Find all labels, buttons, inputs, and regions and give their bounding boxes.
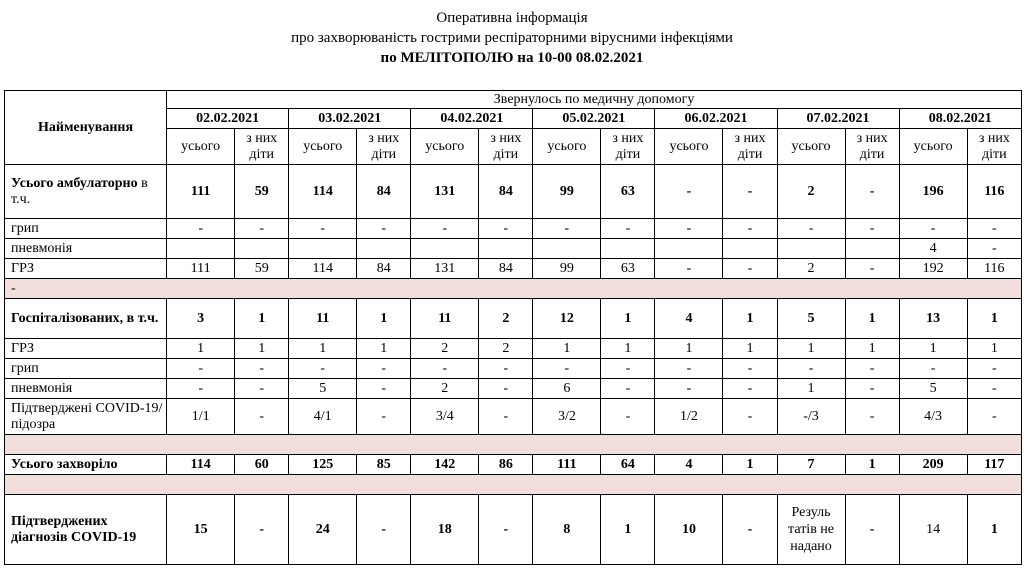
table-row: [5, 299, 1022, 339]
date-header: 02.02.2021: [167, 109, 289, 129]
table-cell: 1: [967, 495, 1021, 565]
subheader-total: усього: [533, 129, 601, 165]
subheader-children: з них діти: [601, 129, 655, 165]
table-row: [5, 359, 1022, 379]
group-header: Звернулось по медичну допомогу: [167, 91, 1022, 109]
table-cell: -: [967, 239, 1021, 259]
table-cell: -: [655, 219, 723, 239]
table-cell: 1: [235, 339, 289, 359]
row-name: [5, 239, 167, 259]
table-cell: -: [845, 259, 899, 279]
subheader-total: усього: [899, 129, 967, 165]
table-cell: -: [479, 359, 533, 379]
subheader-children: з них діти: [235, 129, 289, 165]
table-row: [5, 399, 1022, 435]
title-line-1: Оперативна інформація: [436, 10, 588, 26]
table-cell: 1: [967, 339, 1021, 359]
table-cell: -: [845, 399, 899, 435]
table-cell: 85: [357, 455, 411, 475]
table-cell: -: [235, 359, 289, 379]
date-header: 03.02.2021: [289, 109, 411, 129]
table-cell: -: [723, 399, 777, 435]
table-cell: 4/1: [289, 399, 357, 435]
row-name-label: Усього амбулаторно: [11, 175, 138, 191]
table-cell: 63: [601, 259, 655, 279]
table-cell: -: [967, 219, 1021, 239]
table-cell: 4: [655, 455, 723, 475]
table-cell: 2: [777, 259, 845, 279]
table-cell: 63: [601, 165, 655, 219]
subheader-children: з них діти: [845, 129, 899, 165]
table-cell: -: [723, 359, 777, 379]
date-header: 05.02.2021: [533, 109, 655, 129]
table-cell: 131: [411, 165, 479, 219]
table-cell: -: [845, 165, 899, 219]
subheader-children: з них діти: [723, 129, 777, 165]
table-cell: 131: [411, 259, 479, 279]
table-cell: -: [601, 399, 655, 435]
table-cell: 1: [601, 495, 655, 565]
table-cell: 4/3: [899, 399, 967, 435]
table-cell: -: [777, 359, 845, 379]
subheader-total: усього: [289, 129, 357, 165]
table-cell: 84: [357, 259, 411, 279]
table-cell: 111: [167, 165, 235, 219]
table-cell: 11: [289, 299, 357, 339]
table-cell: 1: [723, 455, 777, 475]
table-cell: [533, 239, 601, 259]
table-row: [5, 259, 1022, 279]
table-cell: 84: [479, 165, 533, 219]
row-name-label: грип: [11, 220, 39, 236]
table-cell: -: [967, 399, 1021, 435]
subheader-children: з них діти: [967, 129, 1021, 165]
table-cell: 209: [899, 455, 967, 475]
row-name: [5, 339, 167, 359]
table-cell: 111: [533, 455, 601, 475]
row-name-label: -: [11, 280, 16, 296]
table-cell: 1: [845, 455, 899, 475]
table-cell: [777, 239, 845, 259]
table-cell: 1/2: [655, 399, 723, 435]
table-cell: 64: [601, 455, 655, 475]
table-cell: -: [655, 359, 723, 379]
table-cell: -: [723, 379, 777, 399]
report-title: [0, 0, 1024, 68]
table-cell: [655, 239, 723, 259]
table-cell: 99: [533, 165, 601, 219]
table-cell: -: [845, 495, 899, 565]
table-cell: -: [167, 379, 235, 399]
table-cell: -: [479, 399, 533, 435]
table-cell: 5: [899, 379, 967, 399]
date-header: 08.02.2021: [899, 109, 1021, 129]
row-name-label: пневмонія: [11, 240, 73, 256]
subheader-total: усього: [167, 129, 235, 165]
title-line-2: про захворюваність гострими респіраторними вірусними інфекціями: [291, 30, 733, 46]
table-cell: 24: [289, 495, 357, 565]
row-name-label: грип: [11, 360, 39, 376]
table-cell: -: [357, 359, 411, 379]
table-cell: -: [357, 219, 411, 239]
subheader-total: усього: [411, 129, 479, 165]
row-name: [5, 379, 167, 399]
row-name-label: Підтверджених діагнозів COVID-19: [11, 513, 137, 545]
column-header-name: Найменування: [5, 91, 167, 165]
table-cell: 1: [289, 339, 357, 359]
table-cell: [845, 239, 899, 259]
table-cell: 99: [533, 259, 601, 279]
table-cell: 5: [777, 299, 845, 339]
table-cell: -: [479, 495, 533, 565]
table-cell: 192: [899, 259, 967, 279]
table-cell: 2: [411, 379, 479, 399]
table-cell: 13: [899, 299, 967, 339]
table-cell: -: [723, 165, 777, 219]
table-cell: 84: [479, 259, 533, 279]
table-cell: -: [235, 495, 289, 565]
row-name: [5, 259, 167, 279]
table-cell: 1: [777, 339, 845, 359]
row-name-label: ГРЗ: [11, 260, 35, 276]
table-cell: 7: [777, 455, 845, 475]
table-row: [5, 239, 1022, 259]
table-cell: -: [167, 359, 235, 379]
table-cell: 4: [899, 239, 967, 259]
table-cell: -: [235, 219, 289, 239]
table-cell: -: [357, 495, 411, 565]
table-cell: 8: [533, 495, 601, 565]
table-cell: -: [601, 219, 655, 239]
subheader-children: з них діти: [357, 129, 411, 165]
table-cell: 117: [967, 455, 1021, 475]
table-cell: -: [899, 219, 967, 239]
table-cell: [235, 239, 289, 259]
table-cell: 59: [235, 165, 289, 219]
table-cell: -: [655, 165, 723, 219]
table-row: [5, 435, 1022, 455]
row-name: [5, 219, 167, 239]
table-cell: 125: [289, 455, 357, 475]
row-name-label: ГРЗ: [11, 340, 35, 356]
table-cell: 114: [289, 259, 357, 279]
table-cell: 6: [533, 379, 601, 399]
table-cell: 11: [411, 299, 479, 339]
table-cell: -: [601, 379, 655, 399]
table-row: [5, 279, 1022, 299]
table-cell: 111: [167, 259, 235, 279]
table-cell: [167, 239, 235, 259]
table-cell: 1: [533, 339, 601, 359]
table-cell: 114: [167, 455, 235, 475]
table-cell: [289, 239, 357, 259]
date-header: 06.02.2021: [655, 109, 777, 129]
table-cell: 1: [845, 299, 899, 339]
table-cell: 2: [411, 339, 479, 359]
table-cell: 116: [967, 165, 1021, 219]
table-row: [5, 455, 1022, 475]
table-cell: -: [533, 219, 601, 239]
table-cell: 1: [655, 339, 723, 359]
table-row: [5, 495, 1022, 565]
table-cell: 3/2: [533, 399, 601, 435]
table-cell: 1: [601, 299, 655, 339]
table-cell: 14: [899, 495, 967, 565]
table-cell: -: [167, 219, 235, 239]
row-name: [5, 279, 1022, 299]
table-cell: 1: [899, 339, 967, 359]
subheader-total: усього: [777, 129, 845, 165]
report-table: [4, 90, 1022, 565]
table-cell: -/3: [777, 399, 845, 435]
table-cell: -: [899, 359, 967, 379]
table-cell: -: [235, 399, 289, 435]
table-cell: -: [967, 379, 1021, 399]
date-header: 07.02.2021: [777, 109, 899, 129]
row-name: [5, 299, 167, 339]
table-cell: 12: [533, 299, 601, 339]
table-cell: -: [777, 219, 845, 239]
row-name: [5, 359, 167, 379]
row-name-label: пневмонія: [11, 380, 73, 396]
table-cell: 15: [167, 495, 235, 565]
table-cell: 2: [479, 299, 533, 339]
table-cell: 10: [655, 495, 723, 565]
table-cell: -: [655, 259, 723, 279]
table-cell: 1: [235, 299, 289, 339]
title-line-3: по МЕЛІТОПОЛЮ на 10-00 08.02.2021: [380, 50, 644, 66]
table-cell: [357, 239, 411, 259]
table-cell: 1: [357, 299, 411, 339]
table-cell: -: [723, 495, 777, 565]
table-cell: -: [479, 379, 533, 399]
table-cell: 3/4: [411, 399, 479, 435]
table-cell: [601, 239, 655, 259]
table-cell: -: [967, 359, 1021, 379]
table-cell: -: [723, 259, 777, 279]
table-row: [5, 475, 1022, 495]
table-row: [5, 379, 1022, 399]
table-cell: 1/1: [167, 399, 235, 435]
table-cell: 114: [289, 165, 357, 219]
table-cell: 1: [845, 339, 899, 359]
table-cell: 18: [411, 495, 479, 565]
table-cell: -: [479, 219, 533, 239]
row-name: [5, 399, 167, 435]
table-cell: -: [289, 219, 357, 239]
table-cell: 86: [479, 455, 533, 475]
table-cell: 1: [723, 299, 777, 339]
table-cell: 196: [899, 165, 967, 219]
table-cell: 1: [967, 299, 1021, 339]
table-cell: -: [845, 219, 899, 239]
table-row: [5, 339, 1022, 359]
table-cell: 2: [777, 165, 845, 219]
row-name: [5, 455, 167, 475]
table-cell: -: [655, 379, 723, 399]
table-row: [5, 165, 1022, 219]
row-name-suffix: в т.ч.: [11, 175, 148, 207]
table-cell: [411, 239, 479, 259]
table-cell: 3: [167, 299, 235, 339]
table-cell: 1: [167, 339, 235, 359]
table-cell: -: [411, 359, 479, 379]
table-cell: Резуль татів не надано: [777, 495, 845, 565]
table-cell: -: [357, 399, 411, 435]
table-cell: -: [357, 379, 411, 399]
table-cell: -: [533, 359, 601, 379]
row-name-label: Госпіталізованих, в т.ч.: [11, 310, 159, 326]
row-name-label: Підтверджені COVID-19/підозра: [11, 400, 163, 432]
table-cell: 1: [357, 339, 411, 359]
table-cell: 116: [967, 259, 1021, 279]
table-cell: [479, 239, 533, 259]
table-cell: [723, 239, 777, 259]
table-cell: -: [845, 359, 899, 379]
table-cell: 1: [777, 379, 845, 399]
row-name: [5, 475, 1022, 495]
table-cell: -: [411, 219, 479, 239]
table-cell: 84: [357, 165, 411, 219]
table-cell: 5: [289, 379, 357, 399]
table-row: [5, 219, 1022, 239]
row-name-label: Усього захворіло: [11, 456, 118, 472]
row-name: [5, 435, 1022, 455]
table-cell: 1: [601, 339, 655, 359]
table-cell: 2: [479, 339, 533, 359]
table-cell: 59: [235, 259, 289, 279]
table-cell: 60: [235, 455, 289, 475]
subheader-total: усього: [655, 129, 723, 165]
table-cell: 4: [655, 299, 723, 339]
row-name: [5, 495, 167, 565]
table-cell: 1: [723, 339, 777, 359]
subheader-children: з них діти: [479, 129, 533, 165]
date-header: 04.02.2021: [411, 109, 533, 129]
table-cell: -: [235, 379, 289, 399]
table-cell: -: [723, 219, 777, 239]
table-cell: -: [845, 379, 899, 399]
table-cell: 142: [411, 455, 479, 475]
table-cell: -: [289, 359, 357, 379]
row-name: [5, 165, 167, 219]
table-cell: -: [601, 359, 655, 379]
